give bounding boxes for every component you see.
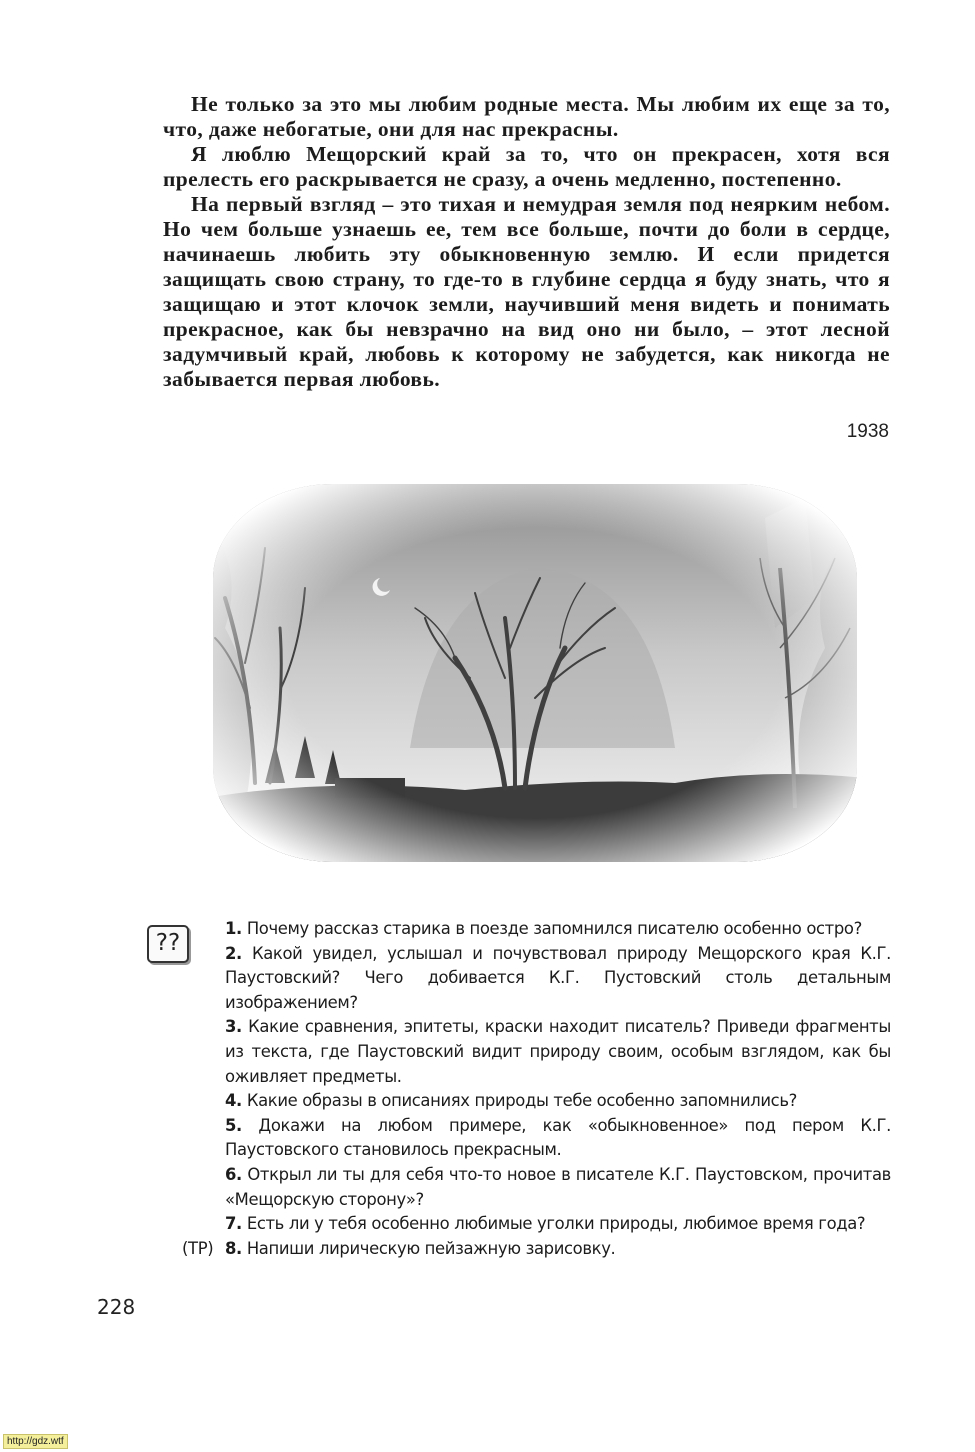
watermark-link[interactable]: http://gdz.wtf: [3, 1434, 68, 1449]
question-text: Почему рассказ старика в поезде запомнился писателю особенно остро?: [246, 919, 862, 938]
landscape-illustration: [205, 478, 865, 868]
question-item: [225, 1163, 891, 1212]
question-item: [225, 917, 891, 942]
question-number: 8.: [225, 1238, 242, 1258]
question-item: [225, 1114, 891, 1163]
question-item: [225, 1015, 891, 1089]
question-text: Есть ли у тебя особенно любимые уголки природы, любимое время года?: [246, 1214, 866, 1234]
question-text: Какие образы в описаниях природы тебе особенно запомнились?: [246, 1091, 797, 1111]
question-number: 5.: [225, 1115, 242, 1135]
question-item: [225, 1089, 891, 1114]
paragraph: На первый взгляд – это тихая и немудрая земля под неярким небом. Но чем больше узнаешь ее, тем все больше, почти до боли в сердце, начинаешь любить эту обыкновенную землю. И если придется защищать свою страну, то где-то в глубине сердца я буду знать, что я защищаю и этот клочок земли, научивший меня видеть и понимать прекрасное, как бы невзрачно на вид оно ни было, – этот лесной задумчивый край, любовь к которому не забудется, как никогда не забывается первая любовь.: [163, 192, 890, 391]
paragraph: Я люблю Мещорский край за то, что он прекрасен, хотя вся прелесть его раскрывается не сразу, а очень медленно, постепенно.: [163, 142, 890, 191]
question-mark-label: (ТР): [182, 1238, 214, 1258]
question-text: Напиши лирическую пейзажную зарисовку.: [246, 1238, 616, 1258]
question-text: Какой увидел, услышал и почувствовал природу Мещорского края К.Г. Паустовский? Чего добивается К.Г. Пустовский столь детальным изображением?: [225, 943, 891, 1012]
question-text: Докажи на любом примере, как «обыкновенное» под пером К.Г. Паустовского становилось прекрасным.: [225, 1115, 891, 1160]
story-text: [163, 92, 890, 392]
question-text: Открыл ли ты для себя что-то новое в писателе К.Г. Паустовском, прочитав «Мещорскую сторону»?: [225, 1164, 891, 1209]
paragraph: Не только за это мы любим родные места. Мы любим их еще за то, что, даже небогатые, они для нас прекрасны.: [163, 92, 890, 141]
page-number: 228: [97, 1295, 136, 1319]
question-number: 1.: [225, 919, 242, 938]
question-number: 7.: [225, 1214, 242, 1234]
question-number: 4.: [225, 1091, 242, 1111]
question-item: [225, 1212, 891, 1237]
question-number: 3.: [225, 1017, 242, 1037]
question-number: 6.: [225, 1164, 242, 1184]
year-of-writing: 1938: [846, 421, 889, 442]
questions-list: [182, 917, 891, 1261]
question-text: Какие сравнения, эпитеты, краски находит писатель? Приведи фрагменты из текста, где Паустовский видит природу своим, особым взглядом, как бы оживляет предметы.: [225, 1017, 891, 1086]
question-number: 2.: [225, 943, 242, 963]
question-block-icon: ??: [147, 925, 189, 963]
question-item: [225, 942, 891, 1016]
question-item: [182, 1237, 891, 1262]
